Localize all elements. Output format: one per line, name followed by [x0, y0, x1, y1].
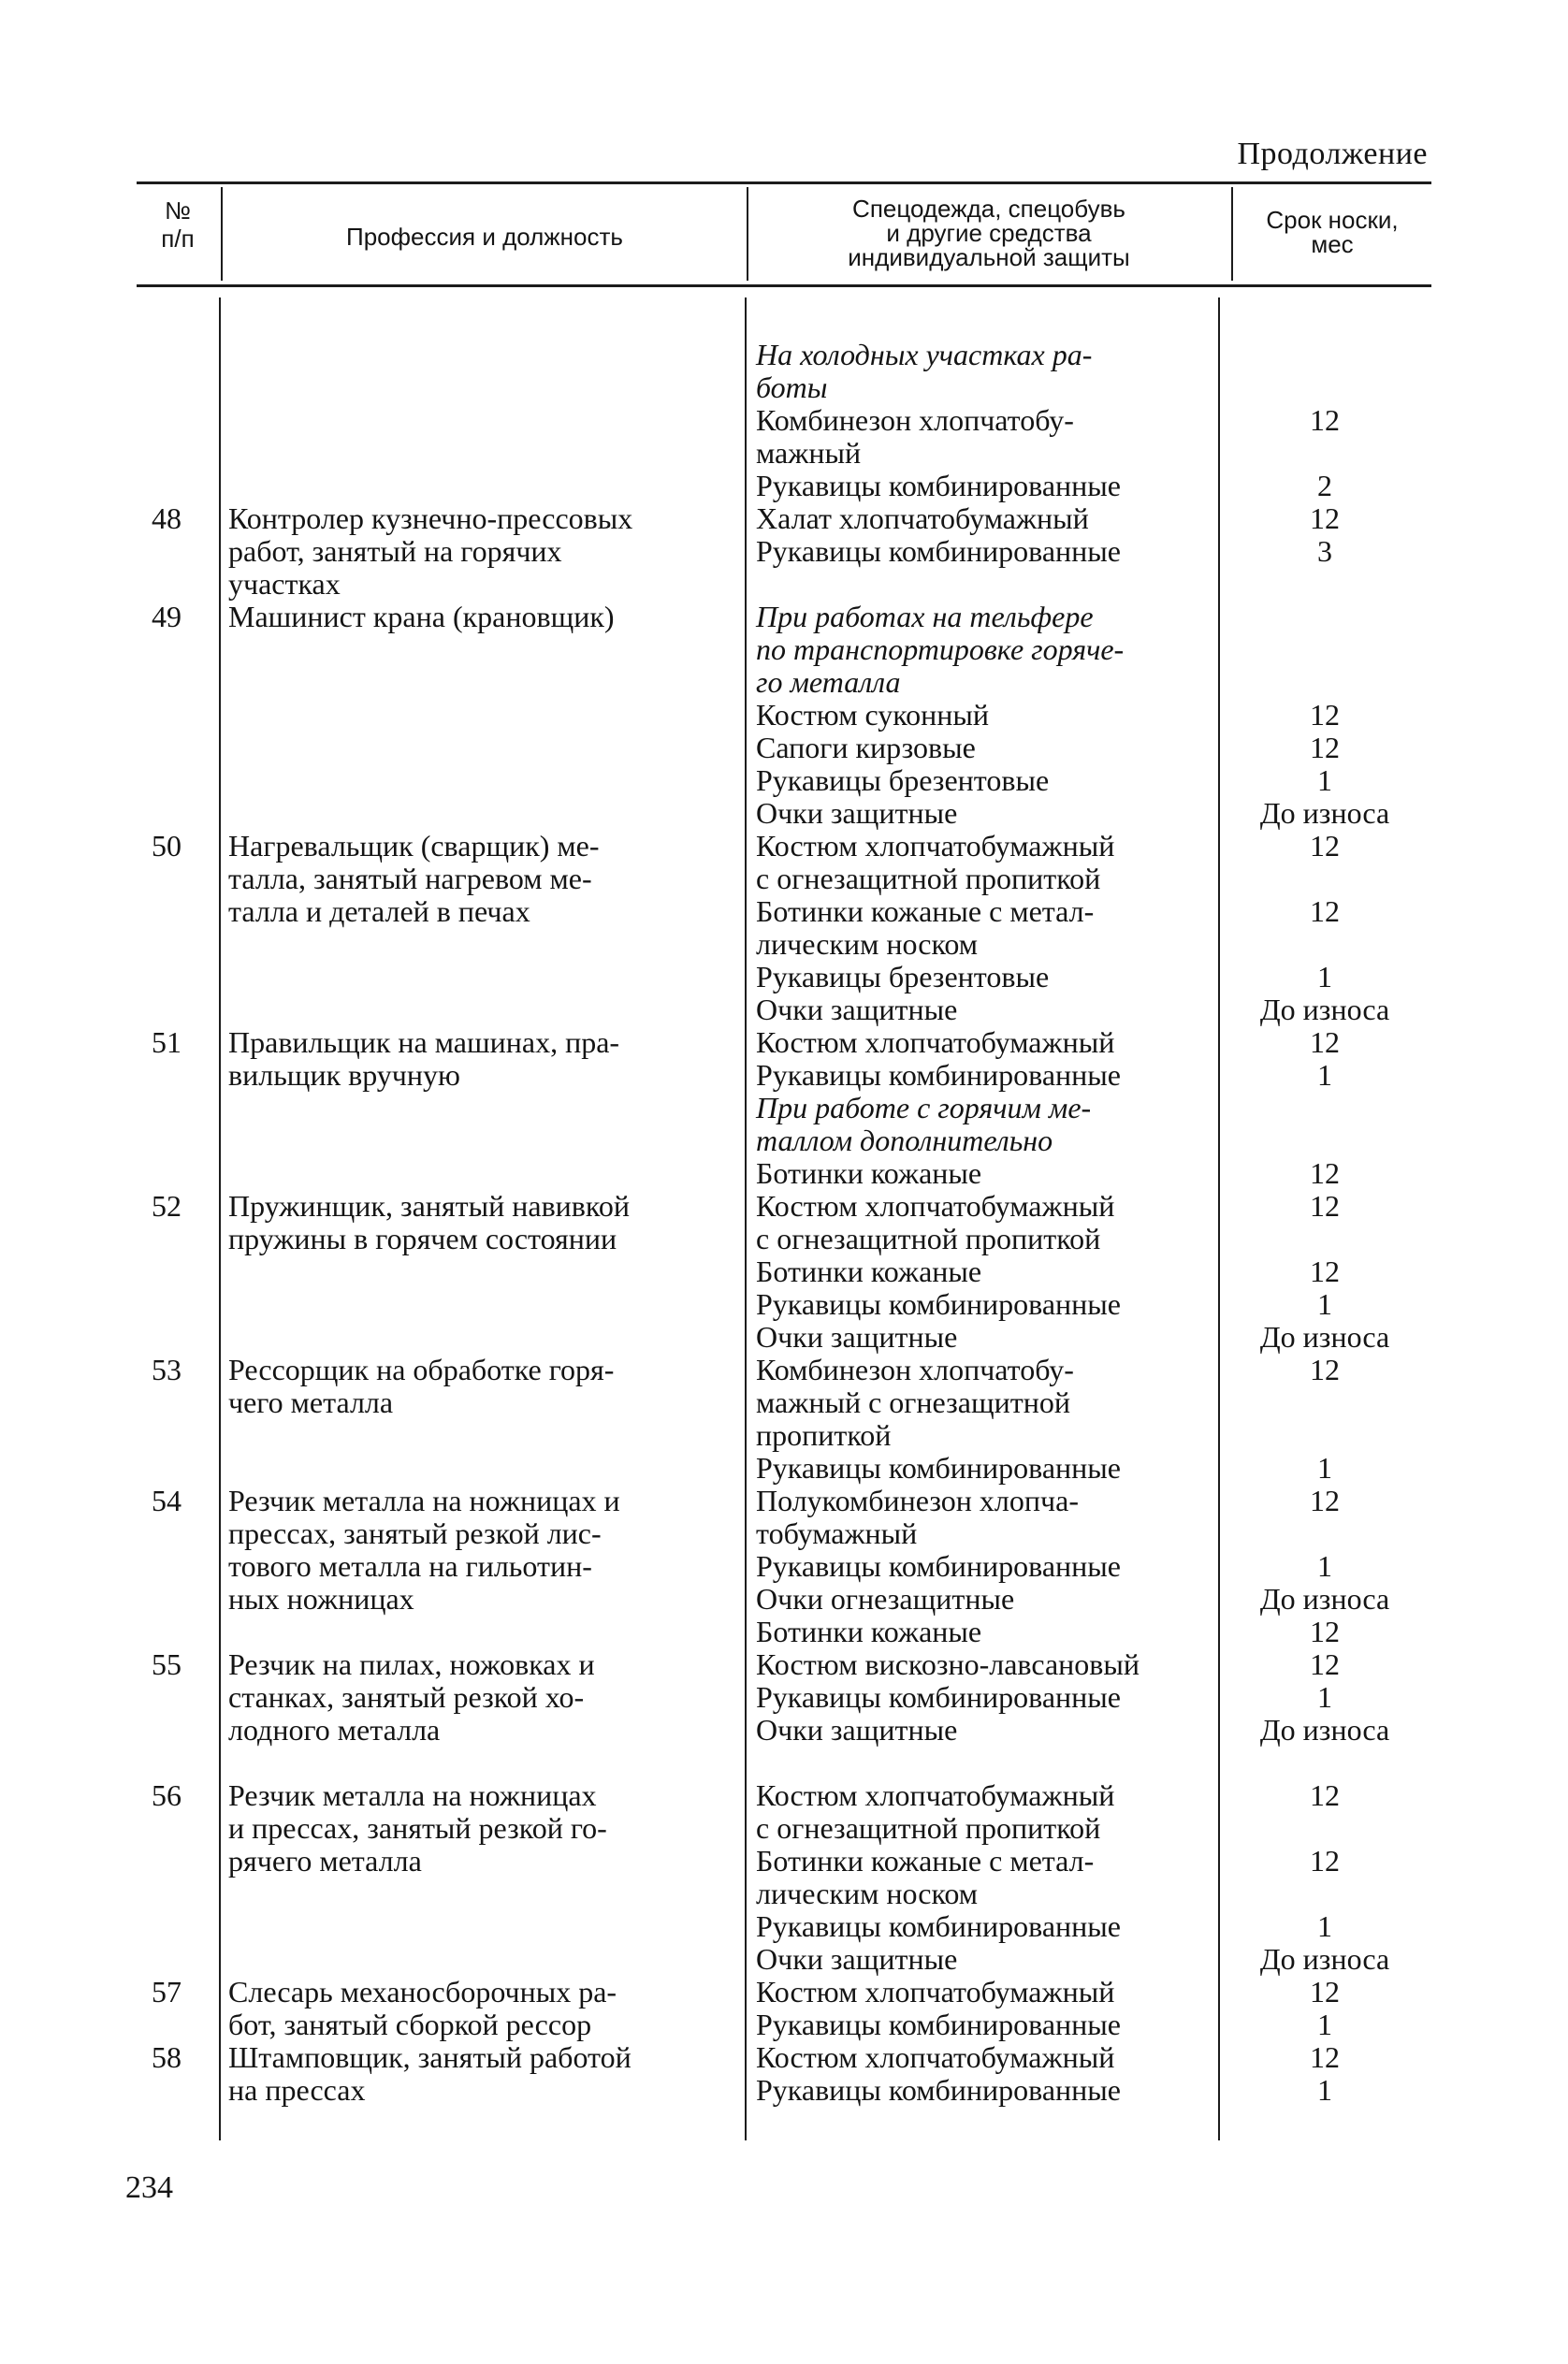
profession-line: Машинист крана (крановщик) — [228, 600, 615, 633]
profession-line: Штамповщик, занятый работой — [228, 2040, 632, 2074]
profession-line — [228, 1157, 733, 1190]
row-number: 58 — [152, 2040, 181, 2074]
equipment-line: с огнезащитной пропиткой — [756, 1811, 1101, 1845]
equipment-line: лическим носком — [756, 1877, 978, 1910]
term-value — [1222, 1419, 1428, 1452]
equipment-line: Рукавицы комбинированные — [756, 1909, 1121, 1943]
header-divider-1 — [221, 187, 223, 281]
term-value: 12 — [1310, 1156, 1340, 1190]
term-value — [1222, 1124, 1428, 1157]
term-value: До износа — [1259, 1942, 1390, 1976]
body-divider-1 — [219, 297, 221, 2140]
term-value: 12 — [1310, 1353, 1340, 1386]
term-value: 12 — [1310, 894, 1340, 928]
profession-line — [228, 928, 733, 961]
term-value: До износа — [1259, 1582, 1390, 1616]
equipment-line: Костюм хлопчатобумажный — [756, 829, 1115, 863]
equipment-line: боты — [756, 370, 828, 404]
profession-line — [228, 437, 733, 470]
row-number — [112, 797, 181, 830]
header-num — [137, 198, 219, 251]
row-number — [112, 928, 181, 961]
row-number — [112, 961, 181, 993]
row-number — [112, 1845, 181, 1878]
equipment-line: Ботинки кожаные — [756, 1255, 982, 1288]
term-value: 1 — [1317, 1680, 1332, 1714]
number-column — [112, 339, 181, 2107]
row-number — [112, 863, 181, 895]
row-number — [112, 339, 181, 371]
term-value: 12 — [1310, 2040, 1340, 2074]
row-number: 55 — [152, 1647, 181, 1681]
equipment-line: лическим носком — [756, 927, 978, 961]
row-number — [112, 1124, 181, 1157]
continuation-label: Продолжение — [1237, 137, 1428, 171]
row-number — [112, 1714, 181, 1747]
row-number — [112, 764, 181, 797]
term-value — [1222, 339, 1428, 371]
equipment-line: Ботинки кожаные — [756, 1615, 982, 1648]
term-value: 12 — [1310, 1484, 1340, 1517]
term-value: 12 — [1310, 1778, 1340, 1812]
term-value: 12 — [1310, 1844, 1340, 1878]
equipment-line: Костюм хлопчатобумажный — [756, 1189, 1115, 1223]
equipment-line: Полукомбинезон хлопча- — [756, 1484, 1079, 1517]
profession-line: лодного металла — [228, 1713, 441, 1747]
equipment-line: Костюм хлопчатобумажный — [756, 1975, 1115, 2009]
header-term — [1233, 208, 1431, 256]
equipment-line: тобумажный — [756, 1516, 918, 1550]
row-number — [112, 1288, 181, 1321]
row-number — [112, 1616, 181, 1648]
profession-line: станках, занятый резкой хо- — [228, 1680, 585, 1714]
profession-line — [228, 1124, 733, 1157]
equipment-line: Рукавицы комбинированные — [756, 2008, 1121, 2041]
profession-line: Резчик металла на ножницах и — [228, 1484, 620, 1517]
term-value: 12 — [1310, 501, 1340, 535]
row-number: 56 — [152, 1778, 181, 1812]
profession-line — [228, 371, 733, 404]
equipment-line: Ботинки кожаные — [756, 1156, 982, 1190]
equipment-line: го металла — [756, 665, 901, 699]
row-number — [112, 1517, 181, 1550]
row-number — [112, 1223, 181, 1255]
row-number: 51 — [152, 1025, 181, 1059]
equipment-line: Рукавицы комбинированные — [756, 1287, 1121, 1321]
profession-line: пружины в горячем состоянии — [228, 1222, 617, 1255]
term-value — [1222, 1386, 1428, 1419]
profession-line — [228, 993, 733, 1026]
term-value — [1222, 371, 1428, 404]
row-number — [112, 666, 181, 699]
equipment-line: Очки защитные — [756, 993, 958, 1026]
profession-line — [228, 764, 733, 797]
term-value: 1 — [1317, 1549, 1332, 1583]
row-number — [112, 1386, 181, 1419]
equipment-line: Костюм хлопчатобумажный — [756, 1778, 1115, 1812]
term-column — [1222, 339, 1428, 2107]
body-divider-2 — [745, 297, 747, 2140]
row-number: 57 — [152, 1975, 181, 2009]
row-number — [112, 1910, 181, 1943]
equipment-line: Рукавицы брезентовые — [756, 763, 1050, 797]
row-number — [112, 470, 181, 502]
term-value — [1222, 1223, 1428, 1255]
term-value: 2 — [1317, 469, 1332, 502]
profession-line — [228, 1092, 733, 1124]
profession-line: рячего металла — [228, 1844, 422, 1878]
profession-line — [228, 1943, 733, 1976]
term-value — [1222, 666, 1428, 699]
row-number — [112, 1419, 181, 1452]
row-number — [112, 699, 181, 732]
row-number — [112, 1157, 181, 1190]
header-term-line: мес — [1311, 230, 1354, 258]
equipment-line: мажный — [756, 436, 862, 470]
row-number — [112, 535, 181, 568]
row-number — [112, 732, 181, 764]
header-equipment — [748, 196, 1229, 269]
equipment-line: Костюм суконный — [756, 698, 990, 732]
term-value — [1222, 1517, 1428, 1550]
row-number — [112, 1059, 181, 1092]
equipment-line: На холодных участках ра- — [756, 338, 1093, 371]
row-number — [112, 1812, 181, 1845]
profession-line — [228, 1321, 733, 1354]
term-value: До износа — [1259, 1713, 1390, 1747]
equipment-line: Костюм вискозно-лавсановый — [756, 1647, 1140, 1681]
profession-line: ных ножницах — [228, 1582, 414, 1616]
profession-column — [228, 339, 733, 2107]
term-value: До износа — [1259, 796, 1390, 830]
profession-line — [228, 1616, 733, 1648]
term-value: 12 — [1310, 1189, 1340, 1223]
term-value — [1222, 1092, 1428, 1124]
term-value: 12 — [1310, 829, 1340, 863]
term-value: 12 — [1310, 1975, 1340, 2009]
term-value: 12 — [1310, 1025, 1340, 1059]
row-number — [112, 1092, 181, 1124]
term-value — [1222, 437, 1428, 470]
row-number — [112, 1583, 181, 1616]
row-number — [112, 633, 181, 666]
profession-line: вильщик вручную — [228, 1058, 460, 1092]
profession-line — [228, 1747, 733, 1779]
header-equipment-line: Спецодежда, спецобувь — [852, 195, 1125, 223]
row-number: 50 — [152, 829, 181, 863]
profession-line — [228, 699, 733, 732]
profession-line: Резчик металла на ножницах — [228, 1778, 597, 1812]
profession-line — [228, 1419, 733, 1452]
header-profession: Профессия и должность — [346, 223, 623, 251]
profession-line: Нагревальщик (сварщик) ме- — [228, 829, 600, 863]
term-value — [1222, 1747, 1428, 1779]
profession-line — [228, 633, 733, 666]
term-value: 1 — [1317, 1058, 1332, 1092]
equipment-line: Рукавицы комбинированные — [756, 534, 1121, 568]
row-number: 49 — [152, 600, 181, 633]
profession-line — [228, 404, 733, 437]
equipment-line: Очки защитные — [756, 1713, 958, 1747]
header-num-line: № — [165, 196, 191, 225]
profession-line: бот, занятый сборкой рессор — [228, 2008, 592, 2041]
equipment-line: Костюм хлопчатобумажный — [756, 1025, 1115, 1059]
equipment-line: Очки защитные — [756, 1942, 958, 1976]
equipment-line: с огнезащитной пропиткой — [756, 1222, 1101, 1255]
profession-line: прессах, занятый резкой лис- — [228, 1516, 602, 1550]
term-value: До износа — [1259, 993, 1390, 1026]
row-number — [112, 2009, 181, 2041]
equipment-line: Комбинезон хлопчатобу- — [756, 1353, 1074, 1386]
equipment-line: Рукавицы комбинированные — [756, 1451, 1121, 1485]
header-equipment-line: и другие средства — [886, 219, 1092, 247]
row-number — [112, 895, 181, 928]
term-value: 1 — [1317, 1287, 1332, 1321]
profession-line: Контролер кузнечно-прессовых — [228, 501, 633, 535]
term-value: До износа — [1259, 1320, 1390, 1354]
row-number — [112, 404, 181, 437]
equipment-line — [756, 1747, 1214, 1779]
row-number: 48 — [152, 501, 181, 535]
term-value: 12 — [1310, 731, 1340, 764]
term-value: 12 — [1310, 698, 1340, 732]
row-number — [112, 1321, 181, 1354]
table-top-rule — [137, 181, 1431, 184]
term-value: 1 — [1317, 1451, 1332, 1485]
term-value — [1222, 1878, 1428, 1910]
profession-line: участках — [228, 567, 341, 601]
equipment-line: Рукавицы комбинированные — [756, 1058, 1121, 1092]
profession-line: Правильщик на машинах, пра- — [228, 1025, 620, 1059]
equipment-line: При работах на тельфере — [756, 600, 1094, 633]
profession-line: талла и деталей в печах — [228, 894, 530, 928]
profession-line: и прессах, занятый резкой го- — [228, 1811, 607, 1845]
profession-line — [228, 961, 733, 993]
equipment-line: Очки защитные — [756, 1320, 958, 1354]
row-number — [112, 1550, 181, 1583]
profession-line — [228, 1878, 733, 1910]
equipment-line: Комбинезон хлопчатобу- — [756, 403, 1074, 437]
row-number — [112, 1452, 181, 1485]
term-value — [1222, 601, 1428, 633]
term-value: 1 — [1317, 960, 1332, 993]
row-number — [112, 993, 181, 1026]
profession-line: Резчик на пилах, ножовках и — [228, 1647, 595, 1681]
equipment-line: Рукавицы брезентовые — [756, 960, 1050, 993]
profession-line — [228, 470, 733, 502]
term-value: 1 — [1317, 1909, 1332, 1943]
equipment-line: с огнезащитной пропиткой — [756, 862, 1101, 895]
row-number — [112, 1943, 181, 1976]
term-value — [1222, 1812, 1428, 1845]
term-value: 12 — [1310, 1647, 1340, 1681]
equipment-line: Рукавицы комбинированные — [756, 2073, 1121, 2107]
term-value: 12 — [1310, 1615, 1340, 1648]
profession-line — [228, 1910, 733, 1943]
profession-line — [228, 1255, 733, 1288]
row-number — [112, 1681, 181, 1714]
equipment-line: Рукавицы комбинированные — [756, 1680, 1121, 1714]
equipment-line: Костюм хлопчатобумажный — [756, 2040, 1115, 2074]
body-divider-3 — [1218, 297, 1220, 2140]
profession-line — [228, 732, 733, 764]
row-number — [112, 371, 181, 404]
equipment-line: мажный с огнезащитной — [756, 1385, 1070, 1419]
row-number: 52 — [152, 1189, 181, 1223]
equipment-line: Ботинки кожаные с метал- — [756, 894, 1095, 928]
equipment-line: пропиткой — [756, 1418, 892, 1452]
equipment-line: При работе с горячим ме- — [756, 1091, 1092, 1124]
equipment-line: Очки защитные — [756, 796, 958, 830]
profession-line: Пружинщик, занятый навивкой — [228, 1189, 630, 1223]
profession-line: чего металла — [228, 1385, 394, 1419]
term-value — [1222, 863, 1428, 895]
profession-line: работ, занятый на горячих — [228, 534, 562, 568]
header-equipment-line: индивидуальной защиты — [848, 243, 1130, 271]
equipment-line: Рукавицы комбинированные — [756, 469, 1121, 502]
term-value: 1 — [1317, 763, 1332, 797]
term-value — [1222, 568, 1428, 601]
equipment-column — [756, 339, 1214, 2107]
term-value: 12 — [1310, 1255, 1340, 1288]
equipment-line — [756, 568, 1214, 601]
profession-line — [228, 339, 733, 371]
profession-line: тового металла на гильотин- — [228, 1549, 592, 1583]
profession-line: Слесарь механосборочных ра- — [228, 1975, 617, 2009]
row-number — [112, 437, 181, 470]
profession-line: талла, занятый нагревом ме- — [228, 862, 592, 895]
page-number: 234 — [125, 2170, 173, 2205]
profession-line — [228, 666, 733, 699]
profession-line — [228, 1452, 733, 1485]
term-value: 12 — [1310, 403, 1340, 437]
equipment-line: по транспортировке горяче- — [756, 632, 1125, 666]
equipment-line: Халат хлопчатобумажный — [756, 501, 1089, 535]
profession-line: на прессах — [228, 2073, 366, 2107]
row-number — [112, 1747, 181, 1779]
row-number — [112, 1878, 181, 1910]
term-value: 3 — [1317, 534, 1332, 568]
header-term-line: Срок носки, — [1266, 206, 1399, 234]
row-number: 53 — [152, 1353, 181, 1386]
equipment-line: Рукавицы комбинированные — [756, 1549, 1121, 1583]
profession-line — [228, 1288, 733, 1321]
equipment-line: Очки огнезащитные — [756, 1582, 1015, 1616]
equipment-line: таллом дополнительно — [756, 1124, 1053, 1157]
equipment-line: Сапоги кирзовые — [756, 731, 976, 764]
term-value: 1 — [1317, 2073, 1332, 2107]
term-value — [1222, 633, 1428, 666]
profession-line — [228, 797, 733, 830]
header-num-line: п/п — [161, 225, 195, 253]
term-value: 1 — [1317, 2008, 1332, 2041]
profession-line: Рессорщик на обработке горя- — [228, 1353, 615, 1386]
row-number: 54 — [152, 1484, 181, 1517]
equipment-line: Ботинки кожаные с метал- — [756, 1844, 1095, 1878]
row-number — [112, 1255, 181, 1288]
term-value — [1222, 928, 1428, 961]
header-bottom-rule — [137, 284, 1431, 287]
row-number — [112, 568, 181, 601]
row-number — [112, 2074, 181, 2107]
